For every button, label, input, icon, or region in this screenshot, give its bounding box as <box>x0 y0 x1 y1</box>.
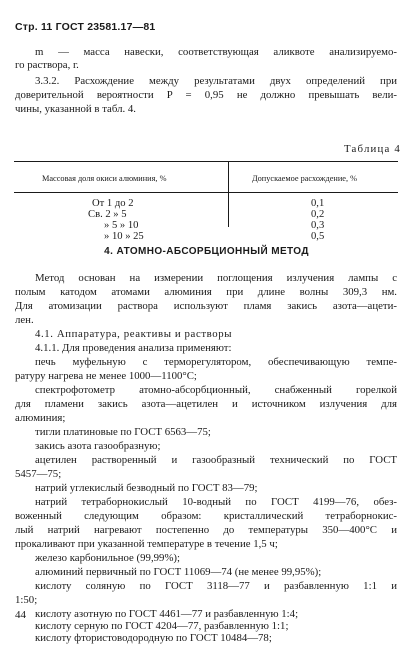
body-line: натрий тетраборнокислый 10-водный по ГОСТ 4199—76, обез- <box>35 496 397 508</box>
body-line: алюминия; <box>15 412 66 424</box>
body-line: прокаливают при указанной температуре в течение 1,5 ч; <box>15 538 278 550</box>
body-line: кислоту серную по ГОСТ 4204—77, разбавленную 1:1; <box>35 620 289 632</box>
body-line: воженный следующим образом: кристаллический тетраборнокис- <box>15 510 397 522</box>
table-cell-range: Св. 2 » 5 <box>88 209 127 220</box>
table-cell-value: 0,5 <box>311 231 325 242</box>
intro-line: чины, указанной в табл. 4. <box>15 103 136 115</box>
table-cell-value: 0,1 <box>311 198 325 209</box>
body-line: спектрофотометр атомно-абсорбционный, снабженный горелкой <box>35 384 397 396</box>
body-line: ацетилен растворенный и газообразный технический по ГОСТ <box>35 454 397 466</box>
table-header: Массовая доля окиси алюминия, % <box>42 174 167 183</box>
body-line: тигли платиновые по ГОСТ 6563—75; <box>35 426 211 438</box>
body-line: ратуру нагрева не менее 1000—1100°С; <box>15 370 197 382</box>
table-cell-range: От 1 до 2 <box>92 198 134 209</box>
body-line: Для атомизации раствора используют пламя закись азота—ацети- <box>15 300 397 312</box>
body-line: 5457—75; <box>15 468 62 480</box>
body-line: печь муфельную с терморегулятором, обеспечивающую темпе- <box>35 356 397 368</box>
body-line: Метод основан на измерении поглощения излучения лампы с <box>35 272 397 284</box>
intro-line: 3.3.2. Расхождение между результатами двух определений при <box>35 75 397 87</box>
body-line: полым катодом атомами алюминия при длине волны 309,3 нм. <box>15 286 397 298</box>
table-cell-value: 0,2 <box>311 209 325 220</box>
table-divider <box>228 161 229 227</box>
subsection-title: 4.1. Аппаратура, реактивы и растворы <box>35 328 233 340</box>
table-cell-range: » 10 » 25 <box>104 231 144 242</box>
body-line: 4.1.1. Для проведения анализа применяют: <box>35 342 232 354</box>
body-line: для пламени закись азота—ацетилен и источником излучения для <box>15 398 397 410</box>
body-line: лен. <box>15 314 34 326</box>
body-line: кислоту фтористоводородную по ГОСТ 10484—78; <box>35 632 272 644</box>
intro-line: го раствора, г. <box>15 59 79 71</box>
section-title: 4. АТОМНО-АБСОРБЦИОННЫЙ МЕТОД <box>104 246 309 257</box>
body-line: закись азота газообразную; <box>35 440 161 452</box>
intro-line: m — масса навески, соответствующая аликвоте анализируемо- <box>35 46 397 58</box>
body-line: алюминий первичный по ГОСТ 11069—74 (не менее 99,95%); <box>35 566 322 578</box>
body-line: лый натрий нагревают постепенно до температуры 350—400°С и <box>15 524 397 536</box>
table-cell-value: 0,3 <box>311 220 325 231</box>
body-line: кислоту азотную по ГОСТ 4461—77 и разбавленную 1:4; <box>35 608 299 620</box>
table-caption: Таблица 4 <box>344 143 401 155</box>
body-line: 1:50; <box>15 594 38 606</box>
intro-line: доверительной вероятности P = 0,95 не должно превышать вели- <box>15 89 397 101</box>
body-line: натрий углекислый безводный по ГОСТ 83—79; <box>35 482 258 494</box>
table-header: Допускаемое расхождение, % <box>252 174 358 183</box>
page-number: 44 <box>15 609 26 621</box>
table-rule <box>14 161 398 162</box>
table-rule <box>14 192 398 193</box>
page-header: Стр. 11 ГОСТ 23581.17—81 <box>15 21 156 33</box>
body-line: кислоту соляную по ГОСТ 3118—77 и разбавленную 1:1 и <box>35 580 397 592</box>
table-cell-range: » 5 » 10 <box>104 220 139 231</box>
body-line: железо карбонильное (99,99%); <box>35 552 181 564</box>
